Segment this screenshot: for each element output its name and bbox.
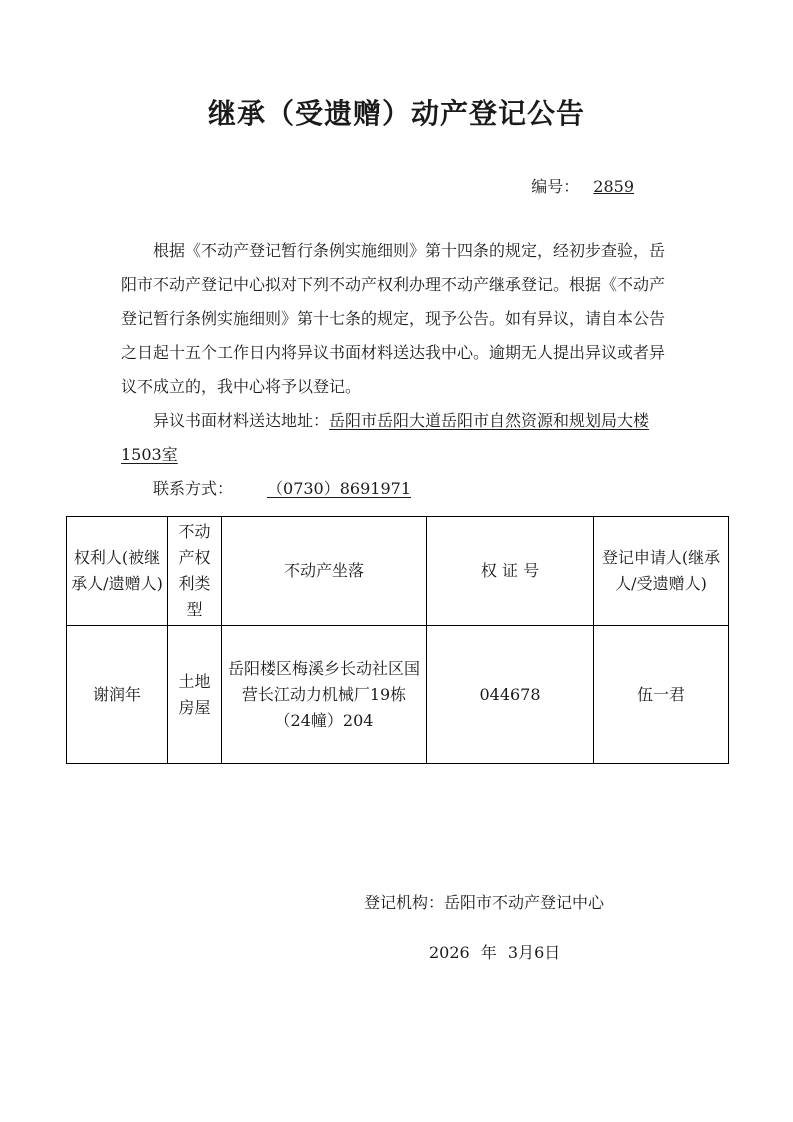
cell-location: 岳阳楼区梅溪乡长动社区国营长江动力机械厂19栋（24幢）204	[222, 626, 427, 764]
registration-authority: 登记机构：岳阳市不动产登记中心	[364, 893, 605, 912]
address-label: 异议书面材料送达地址：	[153, 411, 330, 430]
header-applicant: 登记申请人(继承人/受遗赠人)	[594, 517, 729, 626]
cell-cert-no: 044678	[427, 626, 594, 764]
cell-applicant: 伍一君	[594, 626, 729, 764]
page-title: 继承（受遗赠）动产登记公告	[207, 97, 585, 130]
objection-address	[121, 404, 673, 472]
table-header-row	[67, 517, 729, 626]
contact-value: （0730）8691971	[267, 479, 411, 498]
notice-number-label: 编号：	[531, 177, 580, 196]
cell-type: 土地房屋	[168, 626, 222, 764]
header-right-holder: 权利人(被继承人/遗赠人)	[67, 517, 168, 626]
cell-right-holder: 谢润年	[67, 626, 168, 764]
header-location: 不动产坐落	[222, 517, 427, 626]
header-type: 不动产权利类型	[168, 517, 222, 626]
header-cert-no: 权 证 号	[427, 517, 594, 626]
table-row	[67, 626, 729, 764]
contact-info	[121, 472, 673, 506]
registration-table	[66, 516, 729, 764]
notice-body-paragraph: 根据《不动产登记暂行条例实施细则》第十四条的规定，经初步查验，岳阳市不动产登记中心拟对下列不动产权利办理不动产继承登记。根据《不动产登记暂行条例实施细则》第十七条的规定，现予公告。如有异议，请自本公告之日起十五个工作日内将异议书面材料送达我中心。逾期无人提出异议或者异议不成立的，我中心将予以登记。	[121, 241, 666, 396]
address-value: 岳阳市岳阳大道岳阳市自然资源和规划局大楼1503室	[121, 411, 650, 464]
contact-label: 联系方式：	[153, 479, 234, 498]
notice-date: 2026 年 3月6日	[429, 943, 561, 962]
notice-number-value: 2859	[593, 177, 634, 196]
notice-number	[531, 174, 634, 197]
